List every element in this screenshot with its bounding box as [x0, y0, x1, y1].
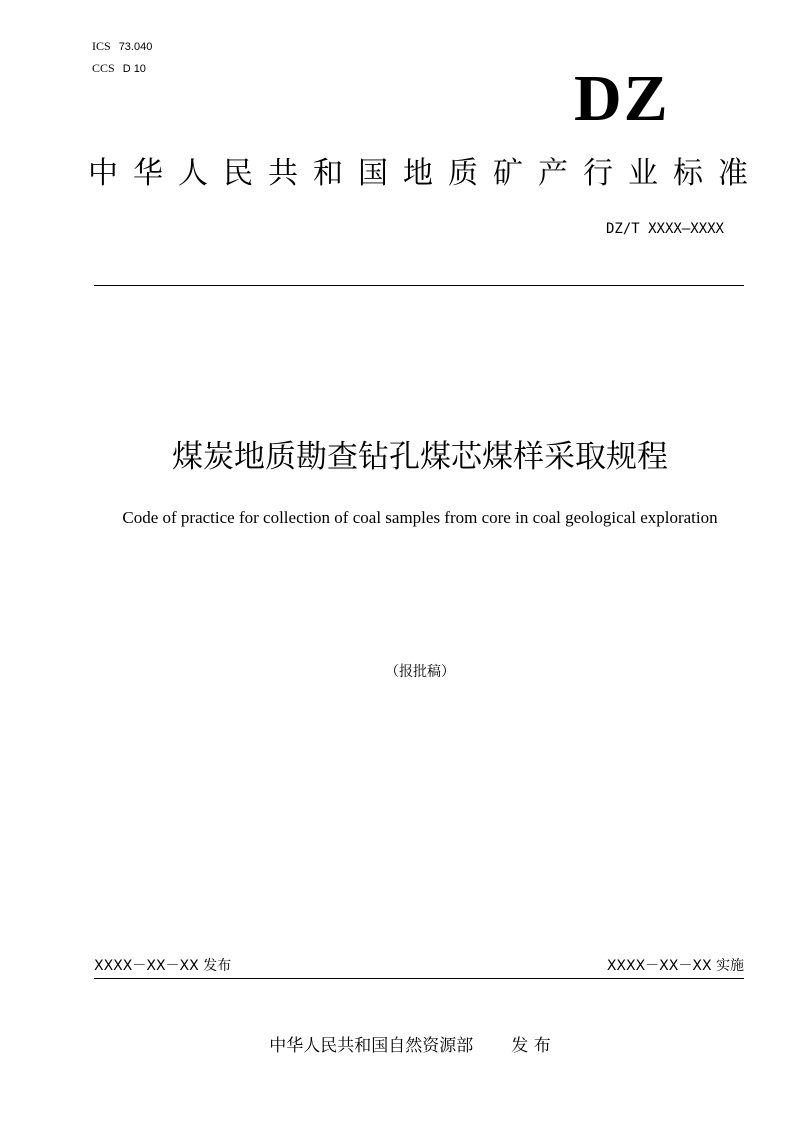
footer-divider: [94, 978, 744, 979]
document-title-english: Code of practice for collection of coal samples from core in coal geological exploration: [122, 508, 718, 527]
publish-action: 发 布: [511, 1036, 551, 1056]
ics-code: 73.040: [118, 41, 153, 53]
issue-date: XXXX－XX－XX 发布: [94, 958, 232, 974]
ccs-label: CCS: [92, 61, 115, 75]
ccs-code: D 10: [122, 63, 146, 75]
implementation-date: XXXX－XX－XX 实施: [606, 958, 744, 974]
publisher-line: [0, 1034, 800, 1058]
ics-classification: [92, 39, 152, 54]
document-title-chinese: 煤炭地质勘查钻孔煤芯煤样采取规程: [172, 439, 668, 475]
standard-number: DZ/T XXXX—XXXX: [605, 221, 724, 237]
standard-category-title: 中华人民共和国地质矿产行业标准: [88, 156, 763, 191]
publisher-name: 中华人民共和国自然资源部: [269, 1036, 474, 1056]
ccs-classification: [92, 61, 146, 76]
ics-label: ICS: [92, 39, 111, 53]
header-divider: [94, 285, 744, 286]
standard-logo: DZ: [574, 62, 670, 135]
draft-status-label: （报批稿）: [385, 664, 455, 680]
